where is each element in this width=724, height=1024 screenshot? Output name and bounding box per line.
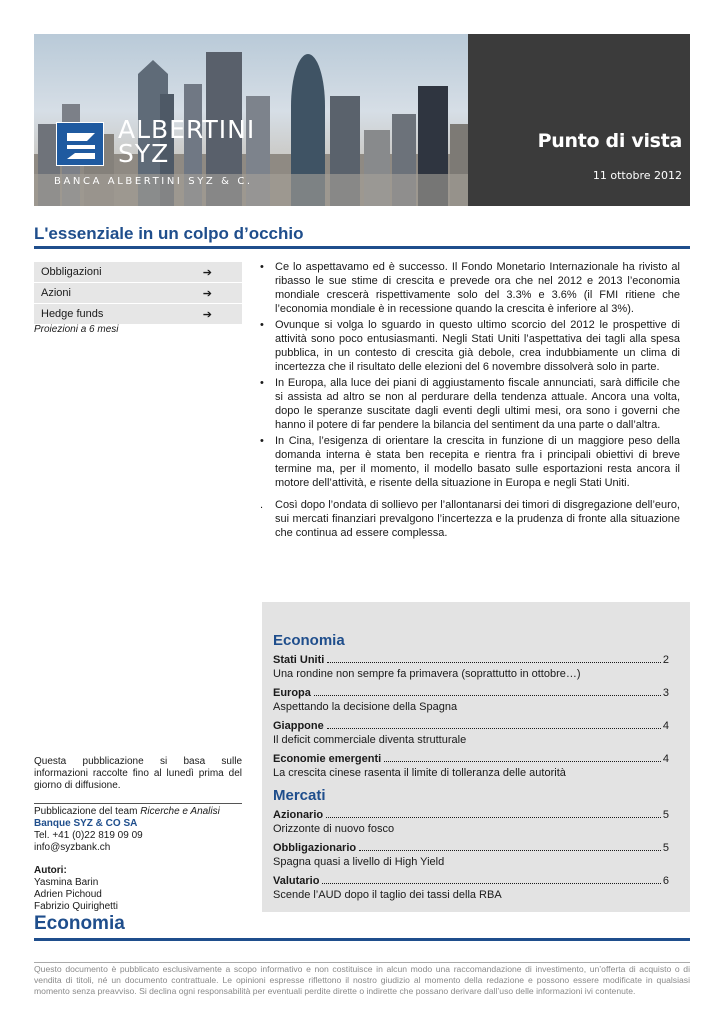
table-row [34,283,242,304]
publication-date: 11 ottobre 2012 [592,169,682,182]
dot-leader [384,761,661,762]
table-row [34,262,242,283]
dot-leader [327,662,661,663]
toc-entry[interactable] [273,653,669,682]
toc-entry-subtitle: Orizzonte di nuovo fosco [273,823,395,835]
bullet-icon: . [260,499,264,511]
brand-logo-text [118,115,256,168]
toc-entry-title: Azionario [273,809,324,821]
publication-basis: Questa pubblicazione si basa sulle informazioni raccolte fino al lunedì prima del giorno di diffusione. [34,756,242,791]
authors-block [34,865,242,913]
team-prefix: Pubblicazione del team [34,806,141,817]
logo-line-1: ALBERTINI [118,115,256,144]
info-divider [34,803,242,804]
list-item [258,260,680,316]
summary-heading [34,224,690,244]
asset-label: Hedge funds [41,308,104,320]
dot-leader [314,695,661,696]
footer-rule [34,962,690,963]
toc-entry-title: Economie emergenti [273,753,382,765]
bullet-icon: • [260,319,264,331]
table-row [34,304,242,325]
dot-leader [359,850,661,851]
toc-page-number: 4 [662,720,669,732]
arrow-right-icon: ➔ [202,287,212,300]
team-info [34,806,242,854]
toc-entry-title: Obbligazionario [273,842,357,854]
bullet-text: Così dopo l’ondata di sollievo per l’allontanarsi dei timori di disgregazione dell’euro, sui mercati finanziari prevalgono l’incertezza e la prudenza di fronte alla situazione che continua ad essere complessa. [275,499,680,539]
brand-subtitle: BANCA ALBERTINI SYZ & C. [54,176,253,187]
toc-page-number: 3 [662,687,669,699]
bullet-text: Ovunque si volga lo sguardo in questo ultimo scorcio del 2012 le prospettive di attività sono poco entusiasmanti. Negli Stati Uniti l’aspettativa dei tagli alla spesa pubblica, in un contesto di crescita già debole, crea indubbiamente un clima di incertezza che il risultato delle elezioni del 6 novembre dissolverà solo in parte. [275,319,680,373]
team-name: Ricerche e Analisi [140,806,220,817]
company-name: Banque SYZ & CO SA [34,818,138,829]
city-skyline-photo [34,34,468,206]
economia-heading-text: Economia [34,913,125,934]
toc-page-number: 4 [662,753,669,765]
logo-mark [56,122,104,166]
toc-entry[interactable] [273,752,669,781]
toc-page-number: 5 [662,809,669,821]
bullet-icon: • [260,435,264,447]
toc-entry-title: Stati Uniti [273,654,325,666]
asset-label: Obbligazioni [41,266,102,278]
list-item [258,434,680,490]
toc-entry-subtitle: Spagna quasi a livello di High Yield [273,856,445,868]
dot-leader [322,883,660,884]
list-item [258,376,680,432]
arrow-right-icon: ➔ [202,308,212,321]
author-name: Adrien Pichoud [34,889,102,900]
toc-entry[interactable] [273,874,669,903]
list-item [258,498,680,540]
bullet-text: Ce lo aspettavamo ed è successo. Il Fondo Monetario Internazionale ha rivisto al ribasso le sue stime di crescita e prevede ora che nel 2012 e 2013 l’economia mondiale crescerà rispettivamente solo del 3.3% e 3.6% (il FMI ritiene che l’economia mondiale è in recessione quando la crescita è inferiore al 3%). [275,261,680,315]
toc-entry-subtitle: Una rondine non sempre fa primavera (soprattutto in ottobre…) [273,668,581,680]
projection-note: Proiezioni a 6 mesi [34,324,119,335]
toc-page-number: 2 [662,654,669,666]
arrow-right-icon: ➔ [202,266,212,279]
economia-rule [34,938,690,941]
bullet-icon: • [260,261,264,273]
toc-page-number: 5 [662,842,669,854]
dot-leader [326,817,661,818]
toc-entry[interactable] [273,719,669,748]
bullet-text: In Europa, alla luce dei piani di aggiustamento fiscale annunciati, sarà difficile che si assista ad altro se non al perdurare della tendenza attuale. Ancora una volta, dopo le speranze suscitate dagli eventi degli ultimi mesi, ora sono i governi che hanno il potere di far pendere la bilancia del sentiment da una parte o dall’altra. [275,377,680,431]
logo-line-2: SYZ [118,139,170,168]
logo-icon [57,123,105,167]
bullet-text: In Cina, l’esigenza di orientare la crescita in funzione di un maggiore peso della domanda interna è stata ben recepita e rientra fra i principali obiettivi di breve termine ma, per il momento, il modello basato sulle esportazioni resta ancora il motore dell’attività, e risente della situazione in Europa e negli Stati Uniti. [275,435,680,489]
authors-label: Autori: [34,865,67,876]
toc-entry[interactable] [273,686,669,715]
email-link[interactable]: info@syzbank.ch [34,842,111,853]
toc-entry-title: Valutario [273,875,320,887]
summary-heading-text: L'essenziale in un colpo d’occhio [34,224,304,243]
list-item [258,318,680,374]
asset-label: Azioni [41,287,71,299]
toc-section-heading: Economia [273,632,345,649]
toc-entry-subtitle: La crescita cinese rasenta il limite di tolleranza delle autorità [273,767,566,779]
toc-page-number: 6 [662,875,669,887]
toc-entry-title: Europa [273,687,311,699]
author-name: Fabrizio Quirighetti [34,901,118,912]
summary-bullets [258,260,680,542]
toc-entry-subtitle: Il deficit commerciale diventa strutturale [273,734,467,746]
toc-section-heading: Mercati [273,787,326,804]
summary-rule [34,246,690,249]
publication-title: Punto di vista [537,130,682,152]
toc-entry-subtitle: Scende l’AUD dopo il taglio dei tassi della RBA [273,889,502,901]
bullet-icon: • [260,377,264,389]
legal-disclaimer: Questo documento è pubblicato esclusivamente a scopo informativo e non costituisce in alcun modo una raccomandazione di investimento, un’offerta di acquisto o di vendita di titoli, né un documento contrattuale. Le opinioni espresse riflettono il nostro giudizio al momento della redazione e possono essere modificate in qualsiasi momento senza preavviso. Si declina ogni responsabilità per eventuali perdite dirette o indirette che possano derivare dall’uso delle informazioni ivi contenute. [34,964,690,996]
toc-entry[interactable] [273,841,669,870]
table-of-contents [262,602,690,912]
economia-heading [34,913,690,935]
phone-number: Tel. +41 (0)22 819 09 09 [34,830,143,841]
header-banner [34,34,690,206]
toc-entry-subtitle: Aspettando la decisione della Spagna [273,701,458,713]
outlook-table [34,262,242,325]
author-name: Yasmina Barin [34,877,99,888]
dot-leader [327,728,661,729]
toc-entry-title: Giappone [273,720,324,732]
title-panel [468,34,690,206]
toc-entry[interactable] [273,808,669,837]
team-line [34,806,242,818]
